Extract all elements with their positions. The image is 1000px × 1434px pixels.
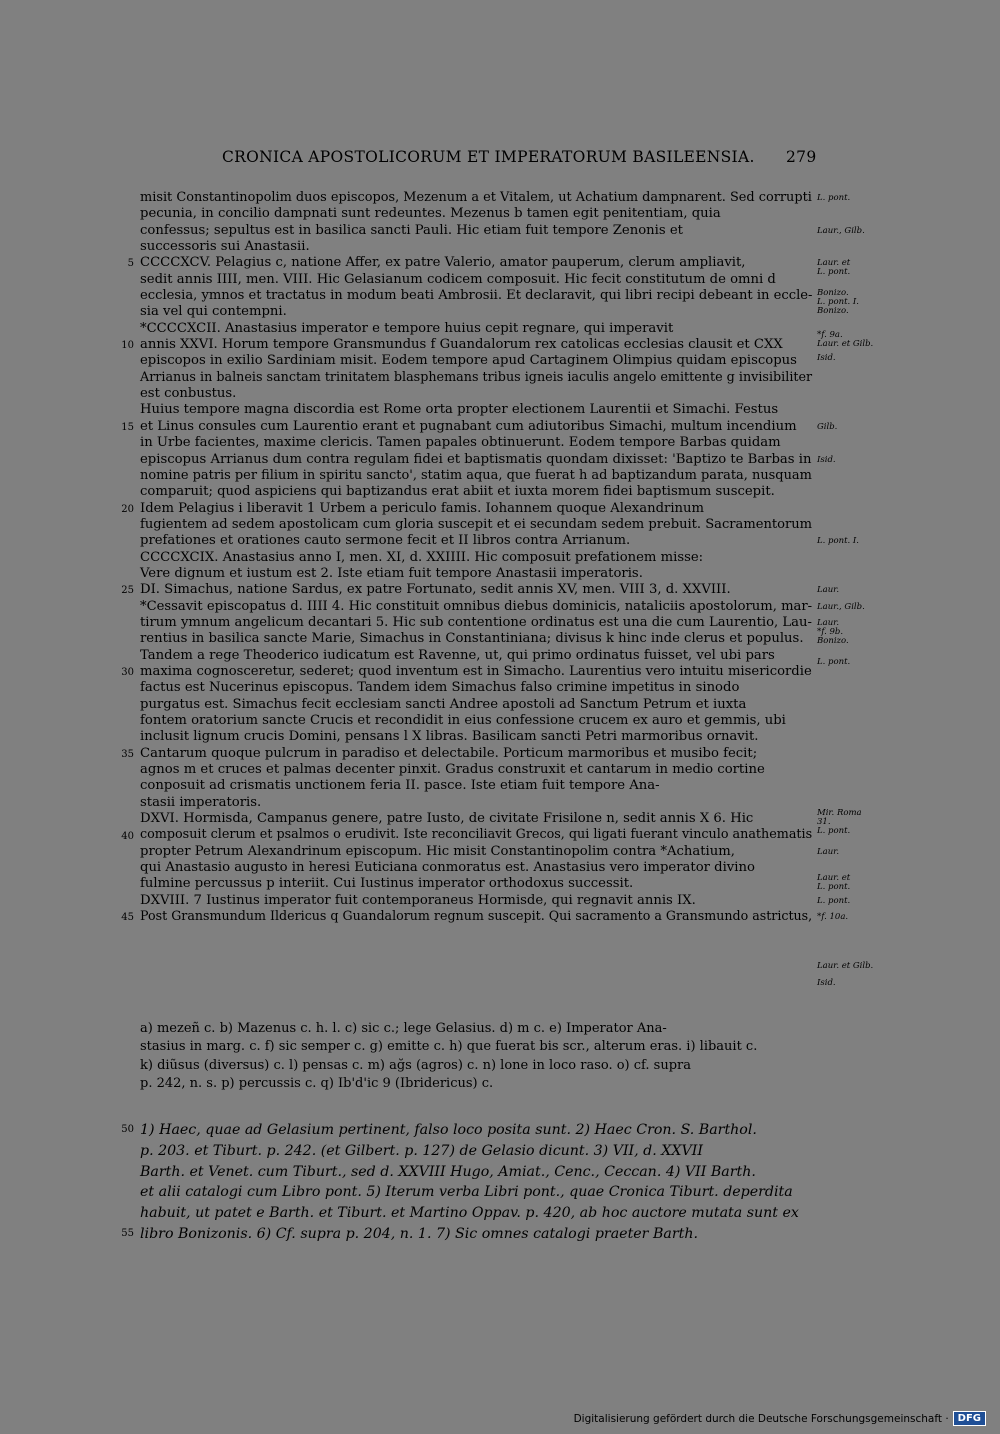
line-number: 5 <box>127 258 134 270</box>
line-number: 20 <box>121 503 134 515</box>
line-number: 15 <box>121 421 134 433</box>
text-line: DXVIII. 7 Iustinus imperator fuit contemporaneus Hormisde, qui regnavit annis IX. <box>140 892 696 908</box>
side-note: Gilb. <box>817 421 838 432</box>
side-note: Laur., Gilb. <box>817 601 865 612</box>
text-line: maxima cognosceretur, sederet; quod inventum est in Simacho. Laurentius vero intuitu misericordie <box>140 663 812 679</box>
line-number: 10 <box>121 340 134 352</box>
text-line: Huius tempore magna discordia est Rome orta propter electionem Laurentii et Simachi. Festus <box>140 402 779 418</box>
text-line: Tandem a rege Theoderico iudicatum est Ravenne, ut, qui primo ordinatus fuisset, vel ubi pars <box>140 647 775 663</box>
text-line: fugientem ad sedem apostolicam cum gloria suscepit et ei secundam sedem prebuit. Sacramentorum <box>140 516 813 532</box>
text-line: propter Petrum Alexandrinum episcopum. Hic misit Constantinopolim contra *Achatium, <box>140 843 735 859</box>
text-line: Idem Pelagius i liberavit 1 Urbem a periculo famis. Iohannem quoque Alexandrinum <box>140 500 705 516</box>
text-line: Arrianus in balneis sanctam trinitatem blasphemans tribus igneis iaculis angelo emittente g invisibiliter <box>140 369 813 385</box>
page-number: 279 <box>786 148 817 166</box>
text-line: sia vel qui contempni. <box>140 304 287 320</box>
side-note: *f. 10a. <box>817 912 849 923</box>
apparatus-line: k) diũsus (diversus) c. l) pensas c. m) ağs (agros) c. n) lone in loco raso. o) cf. supra <box>140 1057 691 1073</box>
footnote-line: libro Bonizonis. 6) Cf. supra p. 204, n. 1. 7) Sic omnes catalogi praeter Barth. <box>140 1225 698 1242</box>
footnote-line: 1) Haec, quae ad Gelasium pertinent, falso loco posita sunt. 2) Haec Cron. S. Barthol. <box>140 1122 757 1138</box>
text-line: rentius in basilica sancte Marie, Simachus in Constantiniana; divisus k hinc inde clerus et populus. <box>140 631 804 647</box>
line-number: 55 <box>121 1228 134 1239</box>
text-line: stasii imperatoris. <box>140 794 262 810</box>
line-number: 30 <box>121 667 134 679</box>
side-note: L. pont. I. <box>817 536 859 547</box>
text-line: *Cessavit episcopatus d. IIII 4. Hic constituit omnibus diebus dominicis, nataliciis apostolorum, mar- <box>140 598 813 614</box>
apparatus-line: a) mezeñ c. b) Mazenus c. h. l. c) sic c.; lege Gelasius. d) m c. e) Imperator Ana- <box>140 1021 667 1036</box>
line-number: 35 <box>121 748 134 760</box>
text-line: Vere dignum et iustum est 2. Iste etiam fuit tempore Anastasii imperatoris. <box>140 565 643 581</box>
footnote-line: et alii catalogi cum Libro pont. 5) Iterum verba Libri pont., quae Cronica Tiburt. deperdita <box>140 1184 793 1201</box>
side-note: Laur., Gilb. <box>817 225 865 236</box>
line-number: 45 <box>121 912 134 924</box>
text-line: DXVI. Hormisda, Campanus genere, patre Iusto, de civitate Frisilone n, sedit annis X 6. Hic <box>140 811 754 827</box>
text-line: Post Gransmundum Ildericus q Guandalorum regnum suscepit. Qui sacramento a Gransmundo astrictus, <box>140 909 813 925</box>
text-line: prefationes et orationes cauto sermone fecit et II libros contra Arrianum. <box>140 533 631 549</box>
text-line: agnos m et cruces et palmas decenter pinxit. Gradus construxit et cantarum in medio cortine <box>140 762 765 778</box>
dfg-logo[interactable]: DFG <box>953 1411 986 1426</box>
funding-footer <box>574 1411 986 1426</box>
text-line: DI. Simachus, natione Sardus, ex patre Fortunato, sedit annis XV, men. VIII 3, d. XXVIII. <box>140 582 731 598</box>
text-line: tirum ymnum angelicum decantari 5. Hic sub contentione ordinatus est una die cum Laurentio, Lau- <box>140 614 812 630</box>
text-line: factus est Nucerinus episcopus. Tandem idem Simachus falso crimine impetitus in sinodo <box>140 680 740 696</box>
side-note: Mir. Roma 31. L. pont. <box>817 807 862 836</box>
text-line: Cantarum quoque pulcrum in paradiso et delectabile. Porticum marmoribus et musibo fecit; <box>140 745 758 761</box>
side-note: Isid. <box>817 977 836 988</box>
text-line: fontem oratorium sancte Crucis et recondidit in eius confessione crucem ex auro et gemmis, ubi <box>140 713 786 728</box>
side-note: Laur. <box>817 585 840 596</box>
line-number: 25 <box>121 585 134 597</box>
footnotes <box>140 1120 812 1245</box>
text-line: comparuit; quod aspiciens qui baptizandus erat abiit et iuxta morem fidei baptismum suscepit. <box>140 484 775 500</box>
text-line: est conbustus. <box>140 386 237 402</box>
line-number: 40 <box>121 830 134 842</box>
critical-apparatus <box>140 1020 812 1093</box>
text-line: pecunia, in concilio dampnati sunt redeuntes. Mezenus b tamen egit penitentiam, quia <box>140 206 721 222</box>
text-line: in Urbe facientes, maxime clericis. Tamen papales obtinuerunt. Eodem tempore Barbas quidam <box>140 435 781 451</box>
side-note: Isid. <box>817 353 836 364</box>
text-line: successoris sui Anastasii. <box>140 239 310 255</box>
text-line: nomine patris per filium in spiritu sancto', statim aqua, que fuerat h ad baptizandum parata, nusquam <box>140 467 812 483</box>
apparatus-line: stasius in marg. c. f) sic semper c. g) emitte c. h) que fuerat bis scr., alterum eras. i) libauit c. <box>140 1039 758 1055</box>
side-note: Laur. et L. pont. <box>817 873 851 893</box>
footnote-line: p. 203. et Tiburt. p. 242. (et Gilbert. p. 127) de Gelasio dicunt. 3) VII, d. XXVII <box>140 1142 703 1159</box>
funding-text: Digitalisierung gefördert durch die Deutsche Forschungsgemeinschaft · <box>573 1412 949 1425</box>
text-line: annis XXVI. Horum tempore Gransmundus f Guandalorum rex catolicas ecclesias clausit et CXX <box>140 337 783 353</box>
line-number: 50 <box>121 1124 134 1135</box>
running-title: CRONICA APOSTOLICORUM ET IMPERATORUM BASILEENSIA. <box>222 148 755 166</box>
text-line: fulmine percussus p interiit. Cui Iustinus imperator orthodoxus successit. <box>140 876 634 892</box>
side-note: L. pont. <box>817 896 851 907</box>
side-note: L. pont. <box>817 193 851 203</box>
text-line: episcopos in exilio Sardiniam misit. Eodem tempore apud Cartaginem Olimpius quidam episcopus <box>140 353 797 369</box>
text-line: sedit annis IIII, men. VIII. Hic Gelasianum codicem composuit. Hic fecit constitutum de omni d <box>140 271 776 287</box>
main-text <box>140 190 812 925</box>
text-line: ecclesia, ymnos et tractatus in modum beati Ambrosii. Et declaravit, qui libri recipi debeant in eccle- <box>140 288 813 304</box>
text-line: misit Constantinopolim duos episcopos, Mezenum a et Vitalem, ut Achatium dampnarent. Sed corrupti <box>140 190 812 205</box>
text-line: purgatus est. Simachus fecit ecclesiam sancti Andree apostoli ad Sanctum Petrum et iuxta <box>140 696 747 712</box>
text-line: et Linus consules cum Laurentio erant et pugnabant cum adiutoribus Simachi, multum incendium <box>140 418 797 434</box>
side-note: Laur. et Gilb. <box>817 961 874 972</box>
footnote-line: Barth. et Venet. cum Tiburt., sed d. XXVIII Hugo, Amiat., Cenc., Ceccan. 4) VII Barth. <box>140 1163 756 1180</box>
side-note: Bonizo. L. pont. I. Bonizo. <box>817 287 859 316</box>
text-line: conposuit ad crismatis unctionem feria II. pasce. Iste etiam fuit tempore Ana- <box>140 778 660 794</box>
apparatus-line: p. 242, n. s. p) percussis c. q) Ib'd'ic 9 (Ibridericus) c. <box>140 1075 494 1091</box>
text-line: CCCCXCV. Pelagius c, natione Affer, ex patre Valerio, amator pauperum, clerum ampliavit, <box>140 255 746 271</box>
footnote-line: habuit, ut patet e Barth. et Tiburt. et Martino Oppav. p. 420, ab hoc auctore mutata sunt ex <box>140 1205 799 1222</box>
side-note: Laur. <box>817 847 840 857</box>
text-line: qui Anastasio augusto in heresi Euticiana conmoratus est. Anastasius vero imperator divino <box>140 860 755 876</box>
text-line: composuit clerum et psalmos o erudivit. Iste reconciliavit Grecos, qui ligati fuerant vinculo anathematis <box>140 827 813 843</box>
text-line: confessus; sepultus est in basilica sancti Pauli. Hic etiam fuit tempore Zenonis et <box>140 222 683 238</box>
side-note: Isid. <box>817 454 836 465</box>
text-line: inclusit lignum crucis Domini, pensans l X libras. Basilicam sancti Petri marmoribus ornavit. <box>140 729 759 745</box>
text-line: CCCCXCIX. Anastasius anno I, men. XI, d. XXIIII. Hic composuit prefationem misse: <box>140 549 704 565</box>
side-note: L. pont. <box>817 657 851 668</box>
text-line: episcopus Arrianus dum contra regulam fidei et baptismatis quondam dixisset: 'Baptizo te Barbas in <box>140 451 812 467</box>
side-note: Laur. *f. 9b. Bonizo. <box>817 618 849 647</box>
text-line: *CCCCXCII. Anastasius imperator e tempore huius cepit regnare, qui imperavit <box>140 320 674 336</box>
side-note: Laur. et L. pont. <box>817 258 851 278</box>
side-note: *f. 9a. Laur. et Gilb. <box>817 330 874 350</box>
